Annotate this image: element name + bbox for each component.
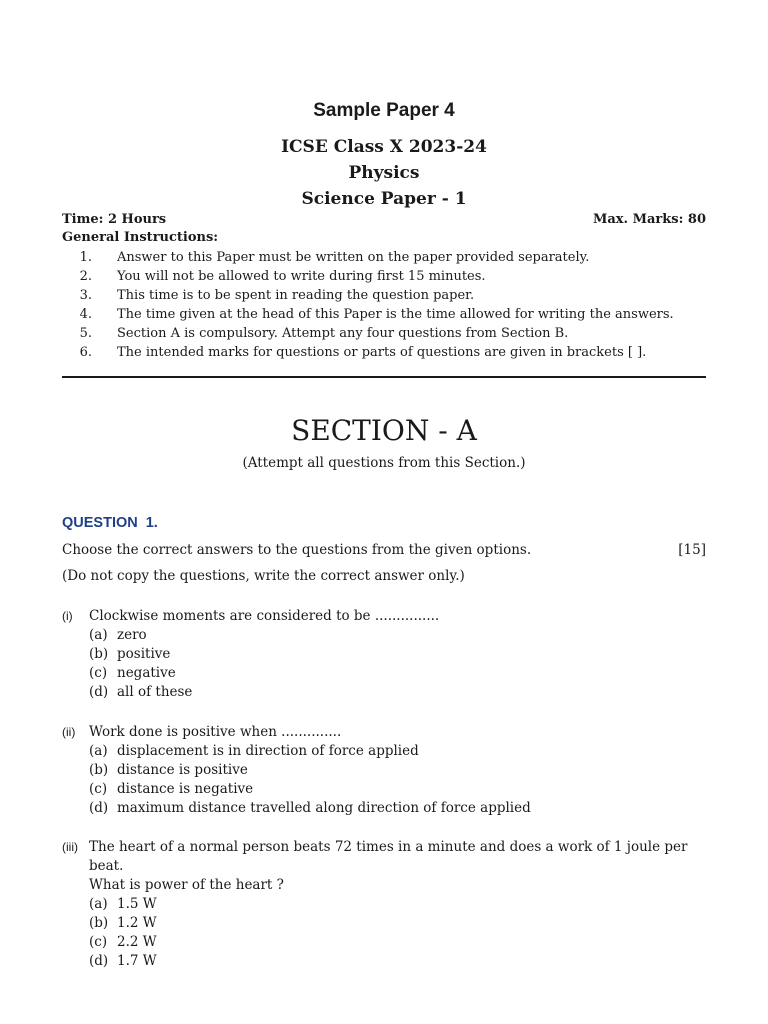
instructions-title: General Instructions: bbox=[62, 230, 219, 245]
question-part bbox=[62, 723, 708, 818]
question-marks: [15] bbox=[678, 542, 706, 558]
option-item bbox=[62, 645, 708, 664]
option-item bbox=[62, 664, 708, 683]
instruction-number: 1. bbox=[79, 250, 92, 265]
option-text: all of these bbox=[117, 684, 193, 700]
option-item bbox=[62, 626, 708, 645]
section-title: SECTION - A bbox=[291, 414, 477, 447]
option-item bbox=[62, 761, 708, 780]
time-allowed: Time: 2 Hours bbox=[62, 212, 167, 227]
option-text: negative bbox=[117, 665, 176, 681]
question-part-stem bbox=[62, 723, 708, 742]
option-item bbox=[62, 952, 708, 971]
subject-title: Physics bbox=[348, 163, 420, 183]
instruction-item bbox=[62, 267, 712, 286]
instruction-text: Answer to this Paper must be written on the paper provided separately. bbox=[117, 250, 590, 265]
paper-title: Sample Paper 4 bbox=[313, 100, 455, 121]
option-text: zero bbox=[117, 627, 147, 643]
question-part-stem bbox=[62, 607, 708, 626]
question-instruction-line bbox=[62, 542, 706, 558]
instruction-text: The intended marks for questions or parts of questions are given in brackets [ ]. bbox=[117, 345, 647, 360]
option-label: (d) bbox=[89, 800, 109, 816]
instruction-item bbox=[62, 343, 712, 362]
option-text: 2.2 W bbox=[117, 934, 157, 950]
part-stem-text: The heart of a normal person beats 72 times in a minute and does a work of 1 joule per beat. bbox=[89, 839, 688, 874]
instruction-number: 4. bbox=[79, 307, 92, 322]
option-label: (c) bbox=[89, 665, 108, 681]
option-item bbox=[62, 933, 708, 952]
option-label: (c) bbox=[89, 781, 108, 797]
question-number: 1. bbox=[145, 515, 158, 531]
question-heading bbox=[62, 515, 158, 531]
option-label: (a) bbox=[89, 627, 108, 643]
option-label: (a) bbox=[89, 743, 108, 759]
instruction-text: The time given at the head of this Paper is the time allowed for writing the answers. bbox=[117, 307, 674, 322]
instruction-text: Section A is compulsory. Attempt any four questions from Section B. bbox=[117, 326, 569, 341]
question-part bbox=[62, 607, 708, 702]
paper-name: Science Paper - 1 bbox=[301, 189, 467, 209]
instructions-list bbox=[62, 248, 712, 362]
option-item bbox=[62, 914, 708, 933]
instruction-number: 3. bbox=[79, 288, 92, 303]
option-text: 1.2 W bbox=[117, 915, 157, 931]
part-number: (iii) bbox=[62, 840, 78, 854]
part-number: (ii) bbox=[62, 725, 76, 739]
option-text: maximum distance travelled along direction of force applied bbox=[117, 800, 531, 816]
option-item bbox=[62, 683, 708, 702]
instruction-text: You will not be allowed to write during first 15 minutes. bbox=[117, 269, 486, 284]
option-item bbox=[62, 780, 708, 799]
option-label: (d) bbox=[89, 953, 109, 969]
part-number: (i) bbox=[62, 609, 73, 623]
section-subtitle: (Attempt all questions from this Section.) bbox=[242, 455, 526, 471]
part-stem-text: What is power of the heart ? bbox=[89, 877, 284, 893]
option-label: (a) bbox=[89, 896, 108, 912]
part-stem-text: Work done is positive when .............. bbox=[89, 724, 342, 740]
question-instruction: Choose the correct answers to the questions from the given options. bbox=[62, 542, 532, 558]
max-marks: Max. Marks: 80 bbox=[592, 212, 706, 227]
option-text: distance is positive bbox=[117, 762, 248, 778]
question-label: QUESTION bbox=[62, 515, 138, 531]
option-text: positive bbox=[117, 646, 171, 662]
part-number-spacer bbox=[62, 876, 89, 895]
question-part-stem bbox=[62, 838, 708, 876]
divider-rule bbox=[62, 376, 706, 378]
option-text: distance is negative bbox=[117, 781, 254, 797]
option-label: (d) bbox=[89, 684, 109, 700]
option-item bbox=[62, 895, 708, 914]
instruction-item bbox=[62, 286, 712, 305]
question-part-stem-continued bbox=[62, 876, 708, 895]
question-note: (Do not copy the questions, write the correct answer only.) bbox=[62, 568, 465, 584]
instruction-number: 6. bbox=[79, 345, 92, 360]
option-label: (c) bbox=[89, 934, 108, 950]
option-item bbox=[62, 742, 708, 761]
exam-title: ICSE Class X 2023-24 bbox=[281, 137, 487, 157]
instruction-item bbox=[62, 305, 712, 324]
option-label: (b) bbox=[89, 646, 109, 662]
option-text: displacement is in direction of force applied bbox=[117, 743, 419, 759]
instruction-item bbox=[62, 324, 712, 343]
instruction-item bbox=[62, 248, 712, 267]
instruction-number: 5. bbox=[79, 326, 92, 341]
option-label: (b) bbox=[89, 762, 109, 778]
instruction-number: 2. bbox=[79, 269, 92, 284]
option-item bbox=[62, 799, 708, 818]
option-label: (b) bbox=[89, 915, 109, 931]
option-text: 1.5 W bbox=[117, 896, 157, 912]
option-text: 1.7 W bbox=[117, 953, 157, 969]
question-part bbox=[62, 838, 708, 971]
instruction-text: This time is to be spent in reading the question paper. bbox=[117, 288, 475, 303]
part-stem-text: Clockwise moments are considered to be ............... bbox=[89, 608, 440, 624]
